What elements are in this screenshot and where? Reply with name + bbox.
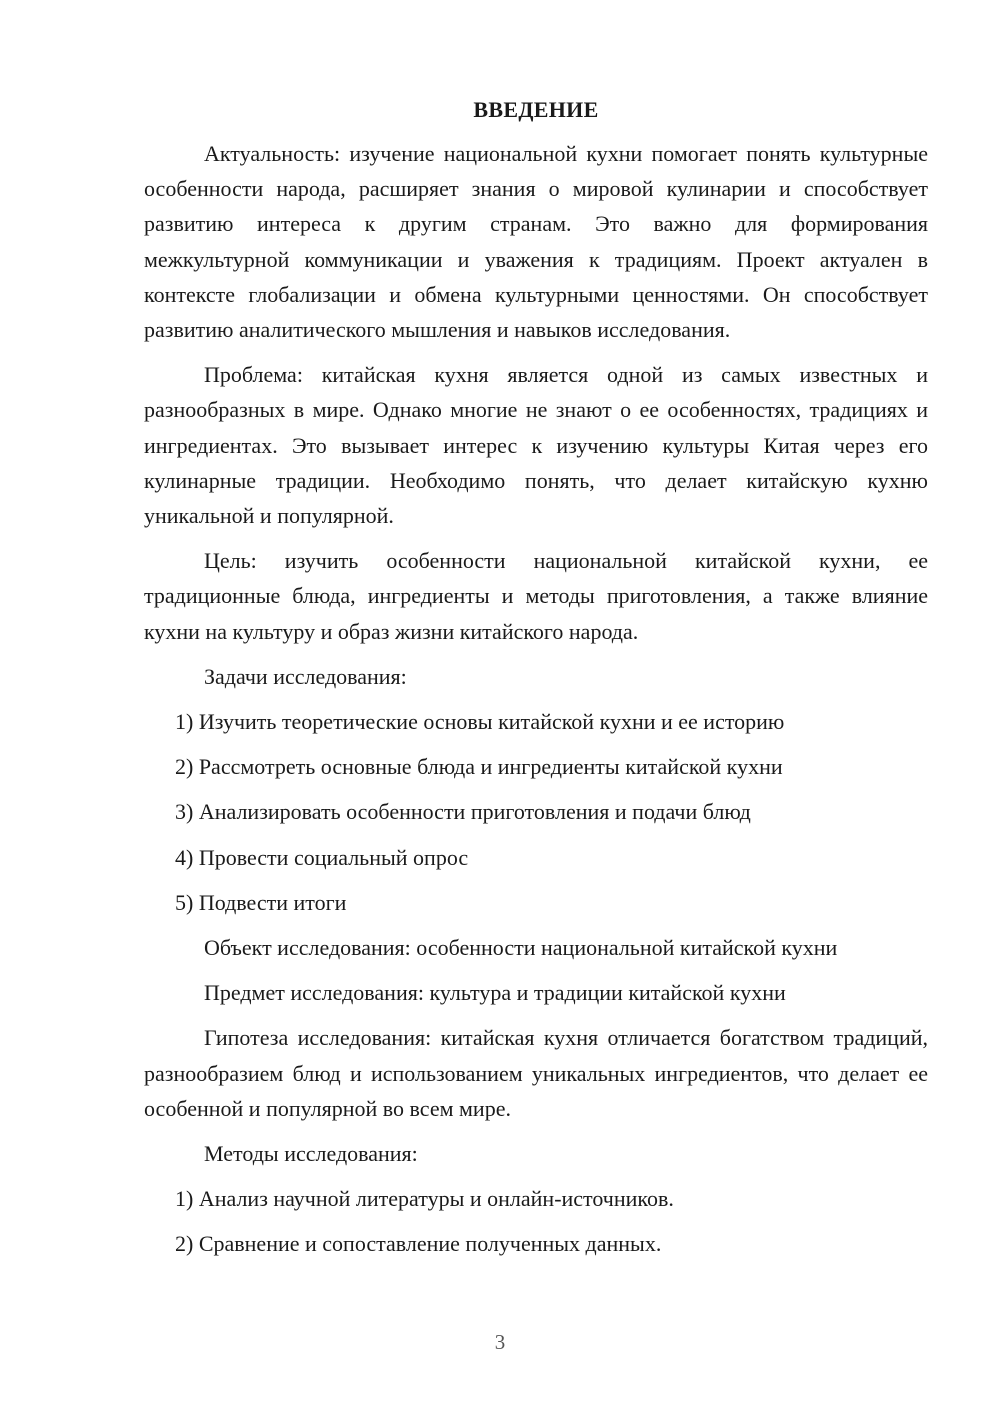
research-object: Объект исследования: особенности национальной китайской кухни: [204, 935, 838, 961]
task-item: 3) Анализировать особенности приготовления и подачи блюд: [175, 799, 751, 825]
task-item: 1) Изучить теоретические основы китайской кухни и ее историю: [175, 709, 785, 735]
relevance-paragraph: Актуальность: изучение национальной кухни помогает понять культурные особенности народа, расширяет знания о мировой кулинарии и способствует развитию интереса к другим странам. Это важно для формирования межкультурной коммуникации и уважения к традициям. Проект актуален в контексте глобализации и обмена культурными ценностями. Он способствует развитию аналитического мышления и навыков исследования.: [144, 141, 928, 343]
page-number: 3: [494, 1330, 506, 1354]
section-title: ВВЕДЕНИЕ: [473, 97, 599, 122]
problem-paragraph: Проблема: китайская кухня является одной из самых известных и разнообразных в мире. Однако многие не знают о ее особенностях, традициях и ингредиентах. Это вызывает интерес к изучению культуры Китая через его кулинарные традиции. Необходимо понять, что делает китайскую кухню уникальной и популярной.: [144, 362, 928, 529]
document-page: [144, 94, 928, 1272]
research-subject: Предмет исследования: культура и традиции китайской кухни: [204, 980, 786, 1006]
method-item: 1) Анализ научной литературы и онлайн-источников.: [175, 1186, 674, 1212]
goal-paragraph: Цель: изучить особенности национальной китайской кухни, ее традиционные блюда, ингредиенты и методы приготовления, а также влияние кухни на культуру и образ жизни китайского народа.: [144, 548, 928, 644]
task-item: 2) Рассмотреть основные блюда и ингредиенты китайской кухни: [175, 754, 783, 780]
method-item: 2) Сравнение и сопоставление полученных данных.: [175, 1231, 662, 1257]
hypothesis-paragraph: Гипотеза исследования: китайская кухня отличается богатством традиций, разнообразием блюд и использованием уникальных ингредиентов, что делает ее особенной и популярной во всем мире.: [144, 1025, 928, 1121]
task-item: 5) Подвести итоги: [175, 889, 347, 915]
methods-heading: Методы исследования:: [204, 1141, 418, 1167]
tasks-heading: Задачи исследования:: [204, 663, 407, 689]
task-item: 4) Провести социальный опрос: [175, 844, 469, 870]
